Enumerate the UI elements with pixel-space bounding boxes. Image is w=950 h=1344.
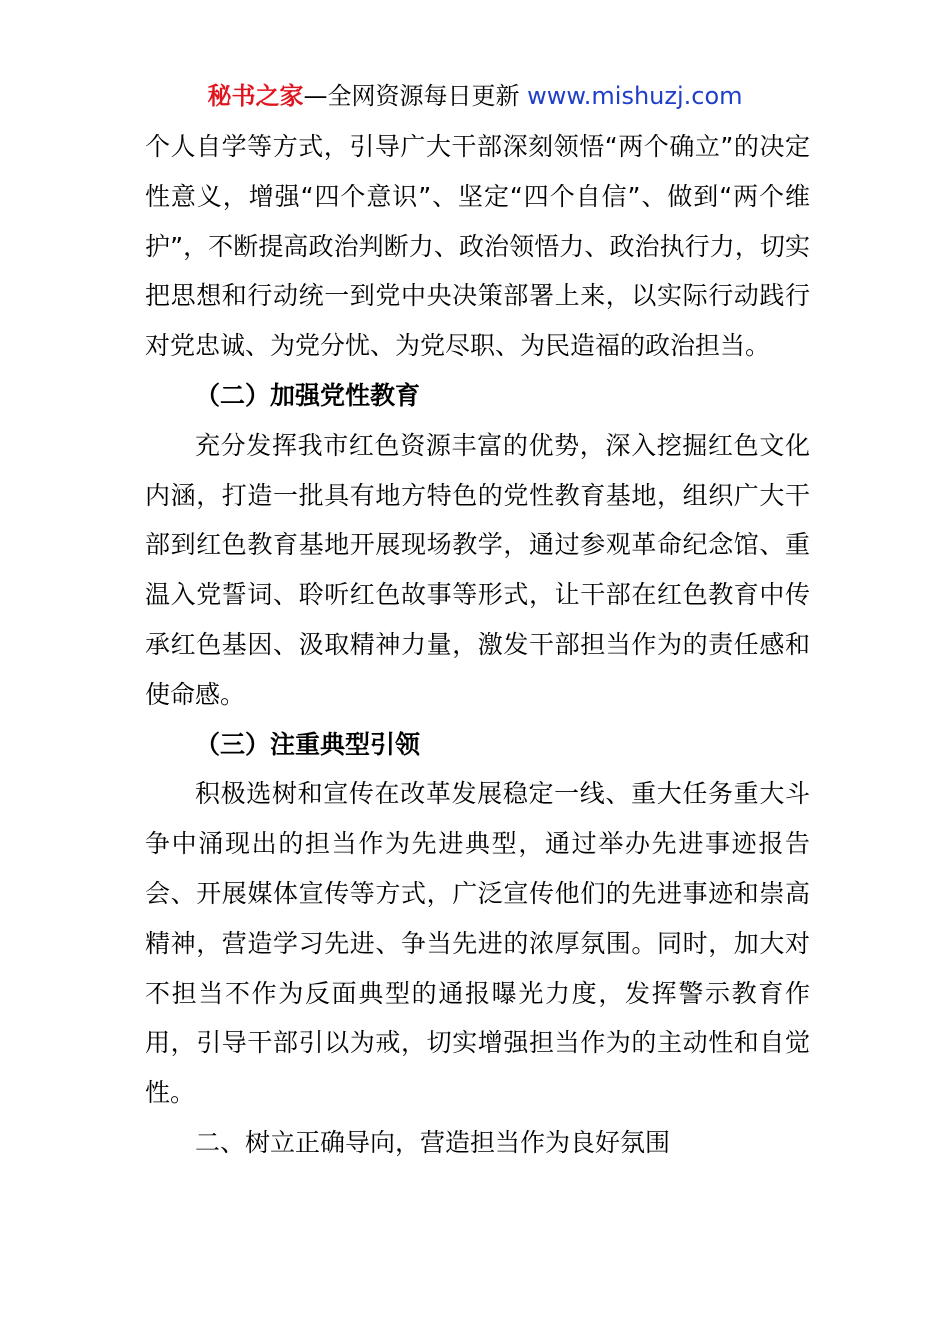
site-url-link[interactable]: www.mishuzj.com bbox=[527, 82, 743, 110]
subheading-party-education: （二）加强党性教育 bbox=[195, 380, 421, 410]
site-slogan: —全网资源每日更新 bbox=[303, 82, 528, 110]
document-body bbox=[145, 122, 810, 1168]
subheading-model-leadership: （三）注重典型引领 bbox=[195, 729, 421, 759]
site-header bbox=[0, 78, 950, 114]
paragraph-intro: 个人自学等方式，引导广大干部深刻领悟“两个确立”的决定性意义，增强“四个意识”、坚定“四个自信”、做到“两个维护”，不断提高政治判断力、政治领悟力、政治执行力，切实把思想和行动统一到党中央决策部署上来，以实际行动践行对党忠诚、为党分忧、为党尽职、为民造福的政治担当。 bbox=[145, 132, 810, 361]
site-brand: 秘书之家 bbox=[207, 82, 304, 110]
section-title-two: 二、树立正确导向，营造担当作为良好氛围 bbox=[195, 1127, 671, 1157]
paragraph-model-leadership: 积极选树和宣传在改革发展稳定一线、重大任务重大斗争中涌现出的担当作为先进典型，通过举办先进事迹报告会、开展媒体宣传等方式，广泛宣传他们的先进事迹和崇高精神，营造学习先进、争当先进的浓厚氛围。同时，加大对不担当不作为反面典型的通报曝光力度，发挥警示教育作用，引导干部引以为戒，切实增强担当作为的主动性和自觉性。 bbox=[145, 779, 810, 1108]
paragraph-party-education: 充分发挥我市红色资源丰富的优势，深入挖掘红色文化内涵，打造一批具有地方特色的党性教育基地，组织广大干部到红色教育基地开展现场教学，通过参观革命纪念馆、重温入党誓词、聆听红色故事等形式，让干部在红色教育中传承红色基因、汲取精神力量，激发干部担当作为的责任感和使命感。 bbox=[145, 430, 810, 709]
